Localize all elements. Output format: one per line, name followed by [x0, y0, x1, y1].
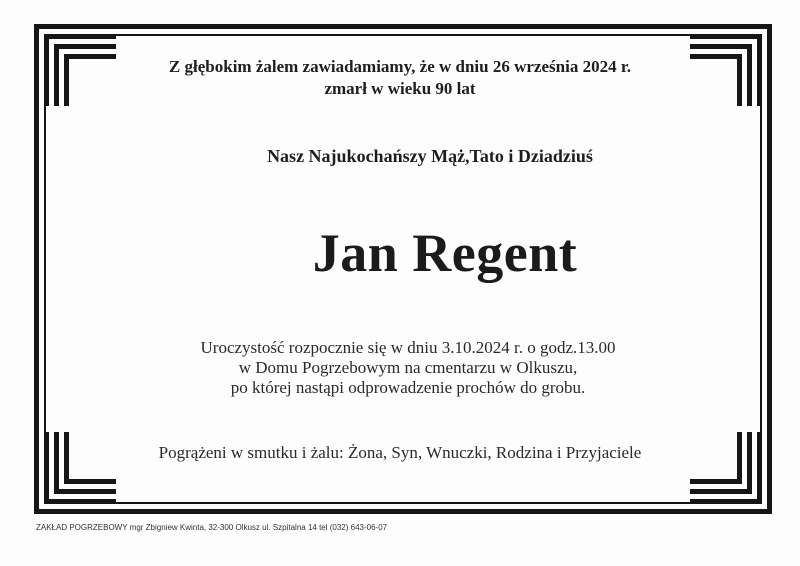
funeral-home-footer: ZAKŁAD POGRZEBOWY mgr Zbigniew Kwinta, 32-300 Olkusz ul. Szpitalna 14 tel (032) 643-06-07 — [36, 523, 388, 532]
ceremony-line-2: w Domu Pogrzebowym na cmentarzu w Olkuszu, — [238, 358, 578, 377]
ceremony-line-1: Uroczystość rozpocznie się w dniu 3.10.2024 r. o godz.13.00 — [200, 338, 616, 357]
mourners-line: Pogrążeni w smutku i żalu: Żona, Syn, Wnuczki, Rodzina i Przyjaciele — [158, 443, 642, 462]
ceremony-line-3: po której nastąpi odprowadzenie prochów do grobu. — [230, 378, 586, 397]
death-announcement — [0, 56, 800, 100]
family-title: Nasz Najukochańszy Mąż,Tato i Dziadziuś — [267, 146, 593, 166]
deceased-name: Jan Regent — [312, 223, 578, 283]
ceremony-details — [8, 338, 800, 398]
announcement-line-2: zmarł w wieku 90 lat — [324, 79, 476, 98]
announcement-line-1: Z głębokim żalem zawiadamiamy, że w dniu 26 września 2024 r. — [168, 57, 632, 76]
